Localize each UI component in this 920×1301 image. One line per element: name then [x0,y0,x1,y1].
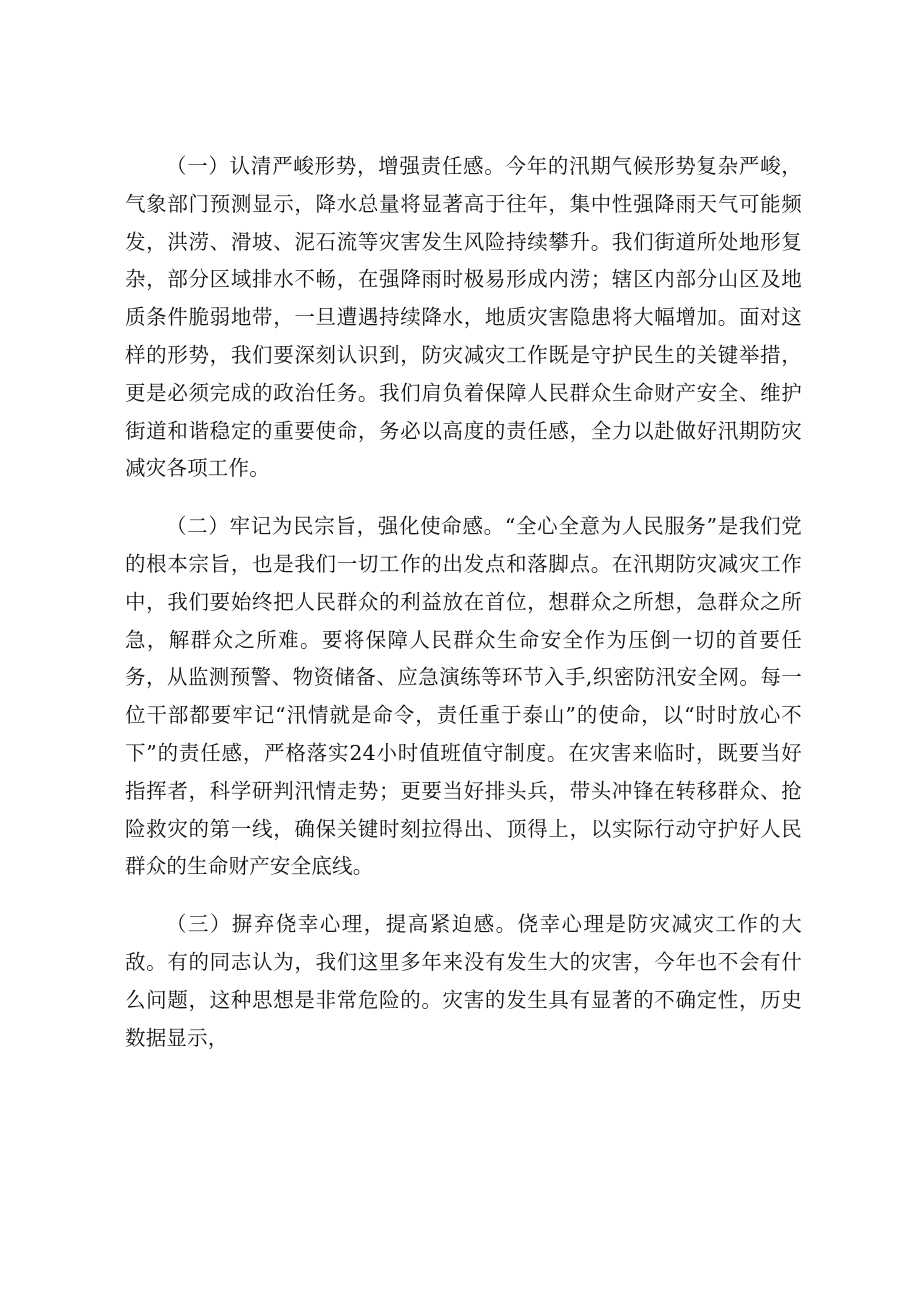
paragraph-1: （一）认清严峻形势，增强责任感。今年的汛期气候形势复杂严峻，气象部门预测显示，降水总量将显著高于往年，集中性强降雨天气可能频发，洪涝、滑坡、泥石流等灾害发生风险持续攀升。我们街道所处地形复杂，部分区域排水不畅，在强降雨时极易形成内涝；辖区内部分山区及地质条件脆弱地带，一旦遭遇持续降水，地质灾害隐患将大幅增加。面对这样的形势，我们要深刻认识到，防灾减灾工作既是守护民生的关键举措，更是必须完成的政治任务。我们肩负着保障人民群众生命财产安全、维护街道和谐稳定的重要使命，务必以高度的责任感，全力以赴做好汛期防灾减灾各项工作。 [125,154,802,481]
paragraph-2: （二）牢记为民宗旨，强化使命感。“全心全意为人民服务”是我们党的根本宗旨，也是我们一切工作的出发点和落脚点。在汛期防灾减灾工作中，我们要始终把人民群众的利益放在首位，想群众之所想，急群众之所急，解群众之所难。要将保障人民群众生命安全作为压倒一切的首要任务，从监测预警、物资储备、应急演练等环节入手,织密防汛安全网。每一位干部都要牢记“汛情就是命令，责任重于泰山”的使命，以“时时放心不下”的责任感，严格落实24小时值班值守制度。在灾害来临时，既要当好指挥者，科学研判汛情走势；更要当好排头兵，带头冲锋在转移群众、抢险救灾的第一线，确保关键时刻拉得出、顶得上，以实际行动守护好人民群众的生命财产安全底线。 [125,514,802,879]
paragraph-3: （三）摒弃侥幸心理，提高紧迫感。侥幸心理是防灾减灾工作的大敌。有的同志认为，我们这里多年来没有发生大的灾害，今年也不会有什么问题，这种思想是非常危险的。灾害的发生具有显著的不确定性，历史数据显示， [125,912,802,1050]
